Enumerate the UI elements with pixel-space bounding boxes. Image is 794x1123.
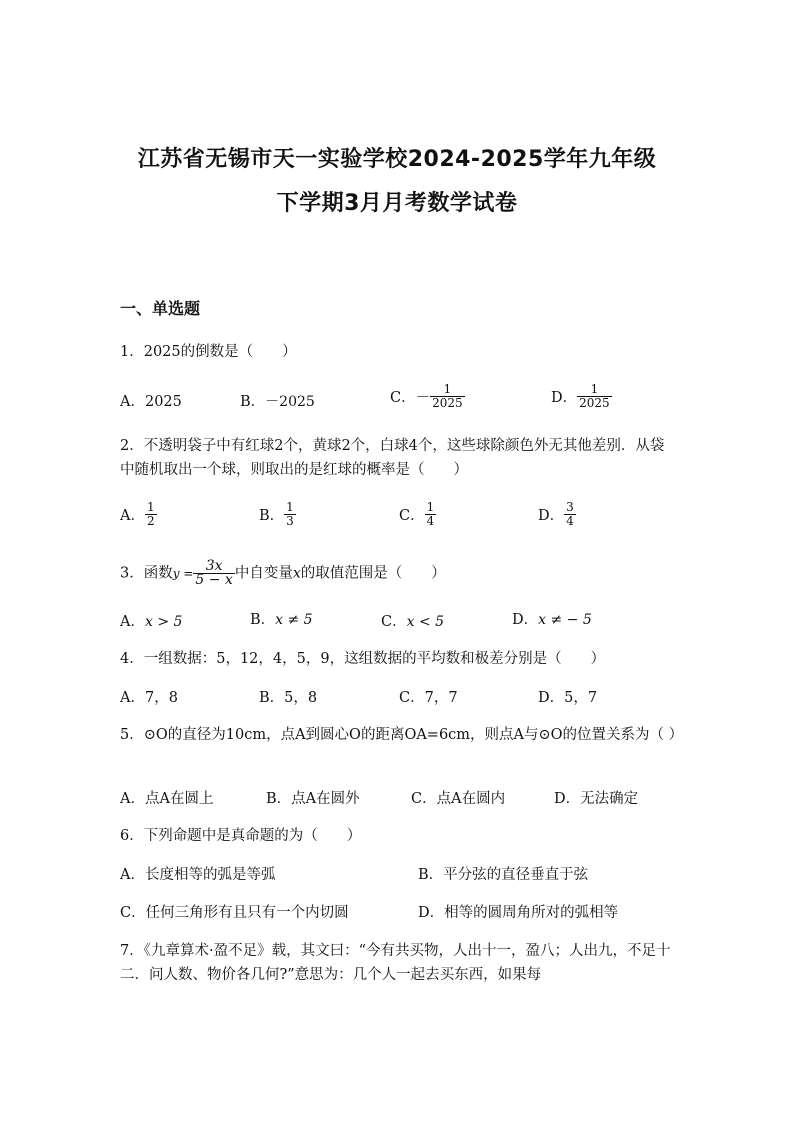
question-6-option-d: D．相等的圆周角所对的弧相等 — [418, 905, 619, 921]
question-5-option-a: A．点A在圆上 — [120, 791, 214, 807]
fraction: $\frac{1}{2025}$ — [579, 382, 610, 410]
question-6-option-a: A．长度相等的弧是等弧 — [120, 867, 276, 883]
question-1-option-c: C．－ $\frac{1}{2025}$ — [390, 382, 463, 410]
question-2-option-d: D． $\frac{3}{4}$ — [538, 500, 574, 528]
question-4-option-a: A．7，8 — [120, 690, 178, 706]
question-2-stem: 2．不透明袋子中有红球2个，黄球2个，白球4个，这些球除颜色外无其他差别．从袋中随机取出一个球，则取出的是红球的概率是（ ） — [120, 438, 665, 478]
question-1-stem: 1．2025的倒数是（ ） — [120, 344, 297, 360]
question-5-option-d: D．无法确定 — [554, 791, 639, 807]
question-5-stem: 5．⊙O的直径为10cm，点A到圆心O的距离OA=6cm，则点A与⊙O的位置关系为（ ） — [120, 727, 684, 743]
function-fraction: $\frac{3x}{5 - x}$ — [195, 558, 233, 588]
question-3-stem: 3．函数y = $\frac{3x}{5 - x}$ 中自变量x的取值范围是（ ） — [120, 558, 446, 588]
exam-title-line2: 下学期3月月考数学试卷 — [276, 191, 518, 216]
question-1-option-d: D． $\frac{1}{2025}$ — [551, 382, 610, 410]
question-5-option-c: C．点A在圆内 — [411, 791, 506, 807]
question-4-option-b: B．5，8 — [259, 690, 318, 706]
question-7-stem: 7．《九章算术·盈不足》载，其文曰：“今有共买物，人出十一，盈八；人出九，不足十二．问人数、物价各几何?”意思为：几个人一起去买东西，如果每 — [120, 943, 671, 983]
question-3-option-c: C．x < 5 — [381, 614, 445, 630]
question-4-option-c: C．7，7 — [399, 690, 458, 706]
question-3-option-d: D．x ≠ − 5 — [512, 612, 592, 628]
question-3-option-b: B．x ≠ 5 — [250, 612, 313, 628]
question-6-option-c: C．任何三角形有且只有一个内切圆 — [120, 905, 349, 921]
question-1-option-b: B．－2025 — [240, 394, 315, 410]
fraction: $\frac{1}{2025}$ — [432, 382, 463, 410]
question-2-option-c: C． $\frac{1}{4}$ — [399, 500, 435, 528]
question-4-option-d: D．5，7 — [538, 690, 598, 706]
exam-title-line1: 江苏省无锡市天一实验学校2024-2025学年九年级 — [137, 147, 657, 172]
question-5-option-b: B．点A在圆外 — [266, 791, 360, 807]
question-1-option-a: A．2025 — [120, 394, 182, 410]
question-6-stem: 6．下列命题中是真命题的为（ ） — [120, 828, 362, 844]
question-4-stem: 4．一组数据：5，12，4，5，9，这组数据的平均数和极差分别是（ ） — [120, 651, 606, 667]
section-heading-single-choice: 一、单选题 — [120, 299, 201, 318]
question-3-option-a: A．x > 5 — [120, 614, 183, 630]
question-2-option-a: A． $\frac{1}{2}$ — [120, 500, 155, 528]
question-2-option-b: B． $\frac{1}{3}$ — [259, 500, 294, 528]
question-6-option-b: B．平分弦的直径垂直于弦 — [418, 867, 589, 883]
